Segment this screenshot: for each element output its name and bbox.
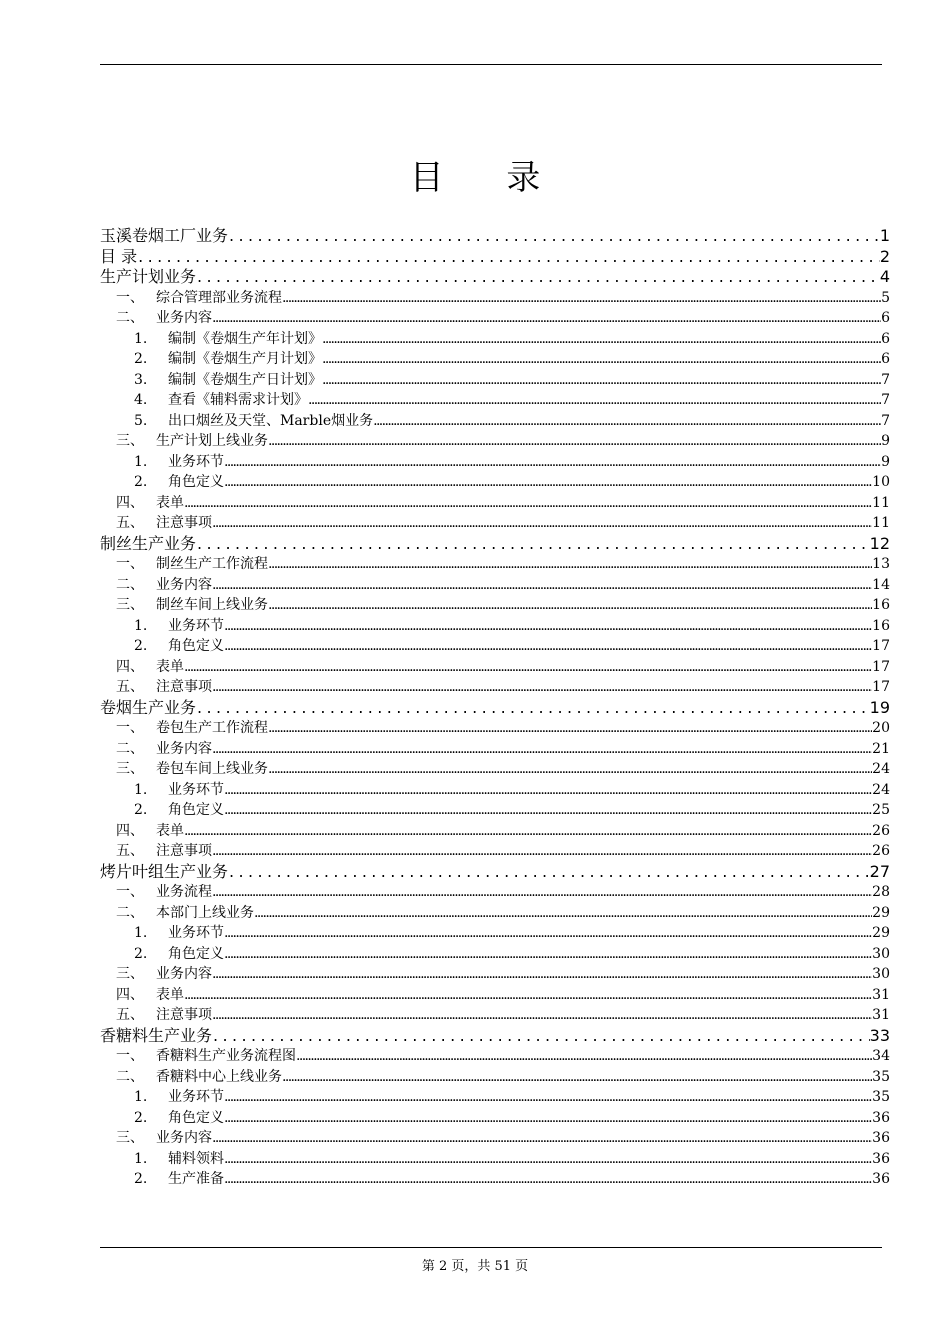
toc-entry-page: 7 <box>881 412 890 429</box>
toc-entry-title: 卷烟生产业务 <box>100 697 197 717</box>
toc-entry-title: 生产准备 <box>168 1171 224 1187</box>
toc-entry[interactable] <box>100 534 890 555</box>
toc-leader-dots <box>224 1087 872 1108</box>
toc-entry[interactable] <box>100 739 890 760</box>
toc-entry-page: 28 <box>872 884 890 900</box>
toc-entry-page: 2 <box>879 246 890 266</box>
toc-entry-number: 一、 <box>116 884 144 900</box>
toc-entry[interactable] <box>100 636 890 657</box>
toc-entry-page: 7 <box>881 392 890 408</box>
toc-entry[interactable] <box>100 862 890 883</box>
toc-leader-dots <box>229 226 880 247</box>
toc-entry[interactable] <box>100 411 890 432</box>
toc-entry[interactable] <box>100 821 890 842</box>
toc-entry[interactable] <box>100 226 890 247</box>
toc-entry-title: 生产计划上线业务 <box>156 433 268 449</box>
toc-leader-dots <box>224 636 872 657</box>
toc-entry-page: 9 <box>881 433 890 449</box>
toc-entry-page: 33 <box>869 1025 890 1045</box>
toc-entry-number: 三、 <box>116 597 144 613</box>
toc-entry-number: 二、 <box>116 740 144 757</box>
toc-entry[interactable] <box>100 944 890 965</box>
toc-entry-title: 综合管理部业务流程 <box>156 289 282 306</box>
toc-entry-page: 11 <box>872 515 890 531</box>
toc-entry-page: 34 <box>872 1048 890 1064</box>
toc-leader-dots <box>224 1149 872 1170</box>
toc-entry-number: 2. <box>134 802 148 818</box>
toc-entry[interactable] <box>100 288 890 309</box>
toc-leader-dots <box>224 923 872 944</box>
toc-entry-title: 香糖料生产业务 <box>100 1025 213 1045</box>
toc-entry-number: 四、 <box>116 986 144 1003</box>
toc-leader-dots <box>213 1026 870 1047</box>
toc-entry-title: 制丝生产业务 <box>100 533 197 553</box>
toc-leader-dots <box>212 1005 872 1026</box>
toc-entry-title: 角色定义 <box>168 802 224 818</box>
toc-entry-title: 业务内容 <box>156 310 212 326</box>
toc-entry-number: 5. <box>134 412 148 429</box>
toc-entry[interactable] <box>100 923 890 944</box>
toc-leader-dots <box>212 964 872 985</box>
toc-leader-dots <box>224 1108 872 1129</box>
toc-entry-title: 卷包车间上线业务 <box>156 761 268 777</box>
toc-leader-dots <box>373 411 881 432</box>
toc-entry-page: 24 <box>872 761 890 777</box>
toc-entry-title: 注意事项 <box>156 515 212 531</box>
toc-entry-page: 26 <box>872 822 890 839</box>
toc-entry-page: 24 <box>872 781 890 798</box>
toc-entry-number: 四、 <box>116 822 144 839</box>
toc-entry-title: 表单 <box>156 658 184 675</box>
toc-leader-dots <box>212 308 881 329</box>
toc-entry-title: 业务环节 <box>168 617 224 634</box>
toc-entry-title: 注意事项 <box>156 843 212 859</box>
toc-entry-number: 1. <box>134 453 148 470</box>
toc-entry-page: 36 <box>872 1171 890 1187</box>
toc-entry[interactable] <box>100 308 890 329</box>
toc-entry-title: 查看《辅料需求计划》 <box>168 392 308 408</box>
toc-entry-page: 29 <box>872 904 890 921</box>
toc-entry-page: 17 <box>872 638 890 654</box>
toc-entry[interactable] <box>100 1046 890 1067</box>
toc-entry-title: 业务内容 <box>156 1130 212 1146</box>
toc-entry-title: 表单 <box>156 494 184 511</box>
footer-rule <box>100 1247 882 1248</box>
toc-entry-title: 表单 <box>156 822 184 839</box>
toc-leader-dots <box>224 944 872 965</box>
toc-entry[interactable] <box>100 247 890 268</box>
toc-leader-dots <box>212 1128 872 1149</box>
toc-entry-title: 生产计划业务 <box>100 267 197 286</box>
toc-entry[interactable] <box>100 1128 890 1149</box>
toc-leader-dots <box>212 882 872 903</box>
toc-entry-title: 业务内容 <box>156 740 212 757</box>
toc-entry-page: 25 <box>872 802 890 818</box>
toc-entry-number: 1. <box>134 925 148 941</box>
toc-entry[interactable] <box>100 718 890 739</box>
toc-entry[interactable] <box>100 267 890 288</box>
toc-leader-dots <box>224 616 872 637</box>
toc-leader-dots <box>296 1046 872 1067</box>
toc-entry-title: 编制《卷烟生产日计划》 <box>168 371 322 388</box>
toc-entry-number: 三、 <box>116 761 144 777</box>
toc-entry[interactable] <box>100 985 890 1006</box>
toc-entry-number: 五、 <box>116 515 144 531</box>
toc-entry[interactable] <box>100 554 890 575</box>
toc-leader-dots <box>254 903 872 924</box>
toc-entry[interactable] <box>100 390 890 411</box>
toc-entry-title: 表单 <box>156 986 184 1003</box>
toc-leader-dots <box>184 821 872 842</box>
toc-leader-dots <box>212 575 872 596</box>
page-title: 目 录 <box>409 158 567 198</box>
toc-entry[interactable] <box>100 1108 890 1129</box>
header-rule <box>100 64 882 65</box>
toc-entry-title: 编制《卷烟生产月计划》 <box>168 351 322 367</box>
toc-entry-number: 三、 <box>116 433 144 449</box>
toc-entry-page: 36 <box>872 1109 890 1126</box>
toc-entry-page: 16 <box>872 597 890 613</box>
toc-entry-page: 10 <box>872 474 890 490</box>
toc-entry[interactable] <box>100 677 890 698</box>
toc-entry-number: 2. <box>134 474 148 490</box>
toc-entry-page: 26 <box>872 843 890 859</box>
toc-entry-number: 二、 <box>116 310 144 326</box>
toc-leader-dots <box>229 862 870 883</box>
table-of-contents <box>100 226 890 1190</box>
toc-entry-title: 制丝车间上线业务 <box>156 597 268 613</box>
toc-leader-dots <box>322 349 881 370</box>
toc-leader-dots <box>322 329 881 350</box>
toc-entry[interactable] <box>100 575 890 596</box>
toc-entry-title: 注意事项 <box>156 1007 212 1023</box>
toc-entry-title: 制丝生产工作流程 <box>156 556 268 572</box>
toc-leader-dots <box>138 247 880 268</box>
toc-entry-number: 1. <box>134 330 148 347</box>
toc-entry-page: 7 <box>881 371 890 388</box>
toc-entry[interactable] <box>100 452 890 473</box>
toc-entry-page: 29 <box>872 925 890 941</box>
toc-entry-title: 卷包生产工作流程 <box>156 720 268 736</box>
toc-leader-dots <box>268 759 872 780</box>
toc-entry-number: 2. <box>134 945 148 962</box>
toc-entry-number: 五、 <box>116 1007 144 1023</box>
toc-entry-title: 香糖料生产业务流程图 <box>156 1048 296 1064</box>
toc-entry-title: 编制《卷烟生产年计划》 <box>168 330 322 347</box>
toc-entry-page: 9 <box>881 453 890 470</box>
toc-entry-page: 17 <box>872 679 890 695</box>
toc-entry-number: 3. <box>134 371 148 388</box>
toc-entry-number: 一、 <box>116 720 144 736</box>
toc-entry[interactable] <box>100 841 890 862</box>
toc-entry-title: 出口烟丝及天堂、Marble烟业务 <box>168 412 374 429</box>
toc-entry-page: 6 <box>881 330 890 347</box>
toc-entry-page: 14 <box>872 576 890 593</box>
toc-entry-title: 业务内容 <box>156 966 212 982</box>
toc-entry-page: 17 <box>872 658 890 675</box>
toc-entry[interactable] <box>100 349 890 370</box>
toc-leader-dots <box>224 1169 872 1190</box>
toc-entry[interactable] <box>100 1026 890 1047</box>
toc-entry-page: 1 <box>879 226 890 245</box>
toc-leader-dots <box>212 841 872 862</box>
toc-entry-number: 二、 <box>116 904 144 921</box>
toc-entry-title: 目 录 <box>100 246 138 266</box>
toc-entry-title: 角色定义 <box>168 1109 224 1126</box>
toc-entry-page: 6 <box>881 351 890 367</box>
toc-entry[interactable] <box>100 595 890 616</box>
toc-leader-dots <box>322 370 881 391</box>
toc-entry-page: 5 <box>881 289 890 306</box>
toc-leader-dots <box>224 800 872 821</box>
toc-entry[interactable] <box>100 657 890 678</box>
toc-leader-dots <box>224 780 872 801</box>
toc-leader-dots <box>212 513 872 534</box>
toc-entry-page: 19 <box>869 697 890 717</box>
toc-leader-dots <box>224 452 881 473</box>
toc-entry[interactable] <box>100 759 890 780</box>
toc-leader-dots <box>268 595 872 616</box>
toc-entry-title: 业务环节 <box>168 453 224 470</box>
toc-entry[interactable] <box>100 431 890 452</box>
toc-entry[interactable] <box>100 493 890 514</box>
toc-leader-dots <box>184 657 872 678</box>
toc-entry[interactable] <box>100 513 890 534</box>
toc-entry-page: 35 <box>872 1089 890 1105</box>
toc-entry-page: 36 <box>872 1150 890 1167</box>
toc-entry-page: 30 <box>872 966 890 982</box>
toc-leader-dots <box>268 554 872 575</box>
toc-entry-number: 1. <box>134 1150 148 1167</box>
toc-leader-dots <box>282 1067 872 1088</box>
toc-entry-title: 本部门上线业务 <box>156 904 254 921</box>
toc-entry-title: 角色定义 <box>168 474 224 490</box>
toc-entry[interactable] <box>100 800 890 821</box>
toc-entry-page: 6 <box>881 310 890 326</box>
toc-leader-dots <box>184 493 872 514</box>
toc-entry-title: 业务流程 <box>156 884 212 900</box>
toc-entry[interactable] <box>100 1005 890 1026</box>
toc-entry-number: 四、 <box>116 658 144 675</box>
toc-leader-dots <box>197 698 870 719</box>
toc-entry[interactable] <box>100 1149 890 1170</box>
toc-entry-page: 20 <box>872 720 890 736</box>
toc-leader-dots <box>197 534 870 555</box>
toc-entry-title: 业务环节 <box>168 781 224 798</box>
toc-entry[interactable] <box>100 1087 890 1108</box>
toc-entry-number: 三、 <box>116 966 144 982</box>
toc-entry-number: 一、 <box>116 1048 144 1064</box>
toc-entry[interactable] <box>100 616 890 637</box>
toc-entry[interactable] <box>100 698 890 719</box>
toc-entry-number: 1. <box>134 1089 148 1105</box>
toc-entry-number: 2. <box>134 1109 148 1126</box>
toc-leader-dots <box>224 472 872 493</box>
toc-entry-page: 30 <box>872 945 890 962</box>
toc-leader-dots <box>197 267 880 288</box>
toc-entry-page: 31 <box>872 1007 890 1023</box>
toc-entry-page: 13 <box>872 556 890 572</box>
toc-entry[interactable] <box>100 903 890 924</box>
toc-entry-number: 一、 <box>116 556 144 572</box>
toc-entry-number: 五、 <box>116 843 144 859</box>
toc-entry-page: 16 <box>872 617 890 634</box>
toc-leader-dots <box>212 677 872 698</box>
toc-leader-dots <box>308 390 881 411</box>
toc-entry-page: 11 <box>872 494 890 511</box>
toc-entry[interactable] <box>100 370 890 391</box>
toc-entry-page: 21 <box>872 740 890 757</box>
toc-entry-page: 36 <box>872 1130 890 1146</box>
toc-entry-number: 2. <box>134 638 148 654</box>
toc-entry-number: 1. <box>134 781 148 798</box>
toc-entry-page: 12 <box>869 533 890 553</box>
toc-entry-page: 31 <box>872 986 890 1003</box>
toc-entry-title: 业务内容 <box>156 576 212 593</box>
toc-entry-number: 二、 <box>116 1068 144 1085</box>
toc-entry-page: 35 <box>872 1068 890 1085</box>
toc-entry[interactable] <box>100 780 890 801</box>
toc-entry-number: 五、 <box>116 679 144 695</box>
toc-entry-number: 四、 <box>116 494 144 511</box>
toc-entry[interactable] <box>100 329 890 350</box>
toc-entry-title: 香糖料中心上线业务 <box>156 1068 282 1085</box>
toc-leader-dots <box>268 718 872 739</box>
toc-entry-number: 4. <box>134 392 148 408</box>
toc-leader-dots <box>282 288 881 309</box>
toc-entry-title: 角色定义 <box>168 638 224 654</box>
toc-entry[interactable] <box>100 882 890 903</box>
toc-entry-title: 角色定义 <box>168 945 224 962</box>
toc-leader-dots <box>184 985 872 1006</box>
toc-entry-number: 1. <box>134 617 148 634</box>
toc-entry[interactable] <box>100 1067 890 1088</box>
toc-entry-title: 注意事项 <box>156 679 212 695</box>
toc-entry-number: 二、 <box>116 576 144 593</box>
toc-leader-dots <box>268 431 881 452</box>
toc-entry[interactable] <box>100 964 890 985</box>
toc-entry-title: 辅料领料 <box>168 1150 224 1167</box>
toc-entry-number: 2. <box>134 1171 148 1187</box>
page-footer: 第 2 页，共 51 页 <box>421 1259 529 1274</box>
toc-entry-page: 27 <box>869 861 890 881</box>
toc-entry-number: 一、 <box>116 289 144 306</box>
toc-entry-number: 2. <box>134 351 148 367</box>
toc-entry-title: 玉溪卷烟工厂业务 <box>100 226 229 245</box>
toc-leader-dots <box>212 739 872 760</box>
toc-entry-title: 业务环节 <box>168 925 224 941</box>
toc-entry-title: 烤片叶组生产业务 <box>100 861 229 881</box>
toc-entry-page: 4 <box>879 267 890 286</box>
toc-entry[interactable] <box>100 472 890 493</box>
toc-entry[interactable] <box>100 1169 890 1190</box>
toc-entry-title: 业务环节 <box>168 1089 224 1105</box>
toc-entry-number: 三、 <box>116 1130 144 1146</box>
